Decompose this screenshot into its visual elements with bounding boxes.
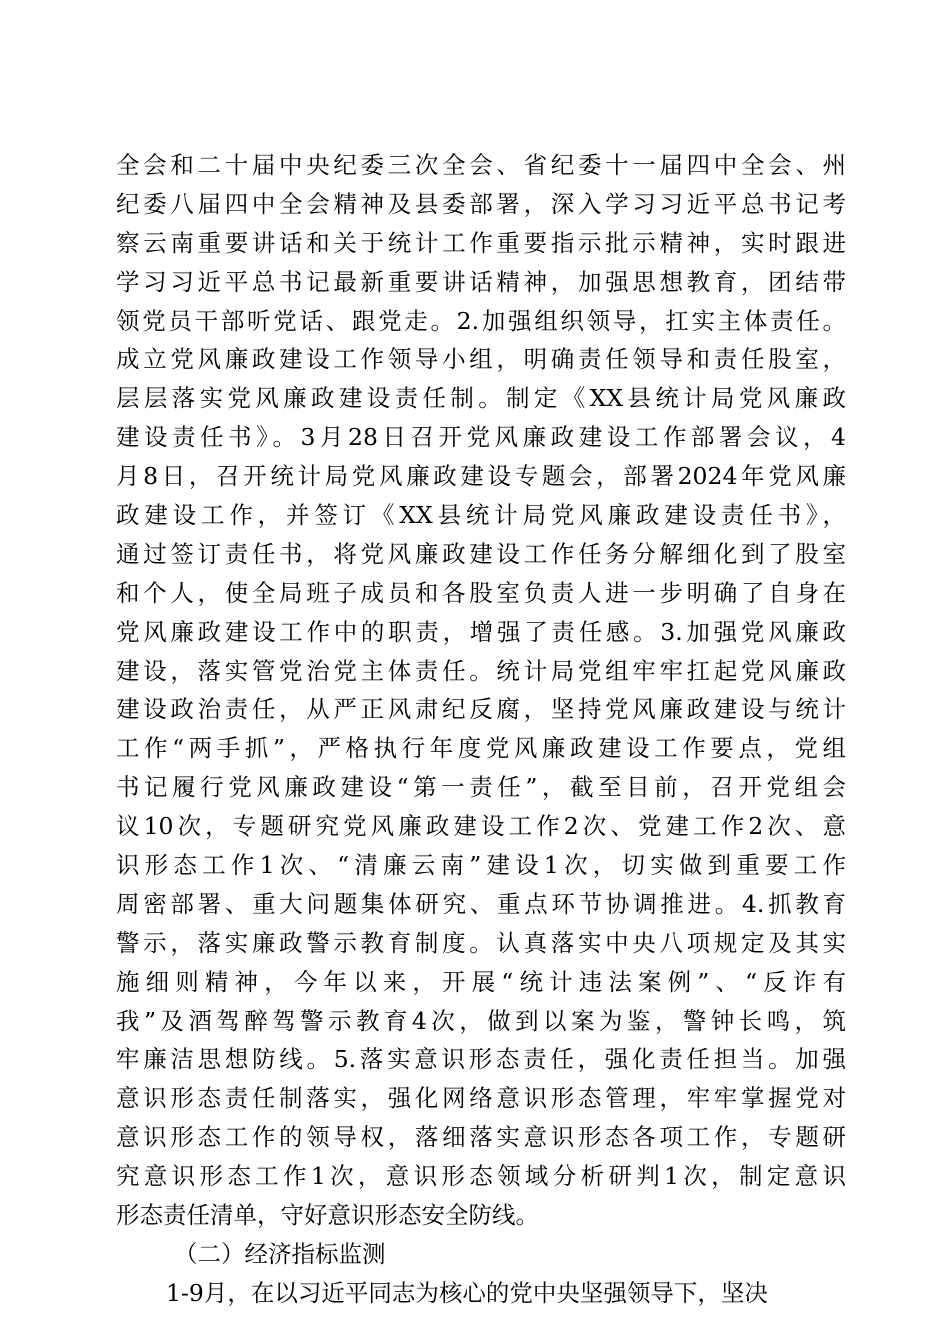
text-line: 工作“两手抓”，严格执行年度党风廉政建设工作要点，党组 xyxy=(116,734,846,763)
text-line: 建设，落实管党治党主体责任。统计局党组牢牢扛起党风廉政 xyxy=(116,656,846,685)
text-line: 形态责任清单，守好意识形态安全防线。 xyxy=(116,1201,539,1230)
text-line: 识形态工作1次、“清廉云南”建设1次，切实做到重要工作 xyxy=(116,851,846,880)
text-line: 牢廉洁思想防线。5.落实意识形态责任，强化责任担当。加强 xyxy=(116,1045,846,1074)
text-line: 警示，落实廉政警示教育制度。认真落实中央八项规定及其实 xyxy=(116,928,846,957)
text-line: 建设政治责任，从严正风肃纪反腐，坚持党风廉政建设与统计 xyxy=(116,695,846,724)
text-line: 周密部署、重大问题集体研究、重点环节协调推进。4.抓教育 xyxy=(116,889,846,918)
text-line: 纪委八届四中全会精神及县委部署，深入学习习近平总书记考 xyxy=(116,189,846,218)
body-text xyxy=(116,146,846,1313)
text-line: 层层落实党风廉政建设责任制。制定《XX县统计局党风廉政 xyxy=(116,384,846,413)
text-line: 察云南重要讲话和关于统计工作重要指示批示精神，实时跟进 xyxy=(116,228,846,257)
text-line: 书记履行党风廉政建设“第一责任”，截至目前，召开党组会 xyxy=(116,773,846,802)
text-line: 成立党风廉政建设工作领导小组，明确责任领导和责任股室， xyxy=(116,345,846,374)
text-line: 我”及酒驾醉驾警示教育4次，做到以案为鉴，警钟长鸣，筑 xyxy=(116,1006,846,1035)
text-line: 通过签订责任书，将党风廉政建设工作任务分解细化到了股室 xyxy=(116,539,846,568)
text-line: 意识形态工作的领导权，落细落实意识形态各项工作，专题研 xyxy=(116,1123,846,1152)
text-line: 全会和二十届中央纪委三次全会、省纪委十一届四中全会、州 xyxy=(116,151,846,179)
text-line: 究意识形态工作1次，意识形态领域分析研判1次，制定意识 xyxy=(116,1162,846,1191)
text-line: 月8日，召开统计局党风廉政建设专题会，部署2024年党风廉 xyxy=(116,462,846,491)
text-line: 党风廉政建设工作中的职责，增强了责任感。3.加强党风廉政 xyxy=(116,617,846,646)
text-line: 施细则精神，今年以来，开展“统计违法案例”、“反诈有 xyxy=(116,967,846,996)
section-heading: （二）经济指标监测 xyxy=(174,1239,386,1268)
text-line: 意识形态责任制落实，强化网络意识形态管理，牢牢掌握党对 xyxy=(116,1084,846,1113)
text-line: 学习习近平总书记最新重要讲话精神，加强思想教育，团结带 xyxy=(116,267,846,296)
text-line: 议10次，专题研究党风廉政建设工作2次、党建工作2次、意 xyxy=(116,812,846,841)
text-line: 领党员干部听党话、跟党走。2.加强组织领导，扛实主体责任。 xyxy=(116,306,846,335)
text-line: 政建设工作，并签订《XX县统计局党风廉政建设责任书》， xyxy=(116,501,846,530)
paragraph-first-line: 1-9月，在以习近平同志为核心的党中央坚强领导下，坚决 xyxy=(166,1278,768,1307)
text-line: 建设责任书》。3月28日召开党风廉政建设工作部署会议，4 xyxy=(116,423,846,452)
text-line: 和个人，使全局班子成员和各股室负责人进一步明确了自身在 xyxy=(116,578,846,607)
